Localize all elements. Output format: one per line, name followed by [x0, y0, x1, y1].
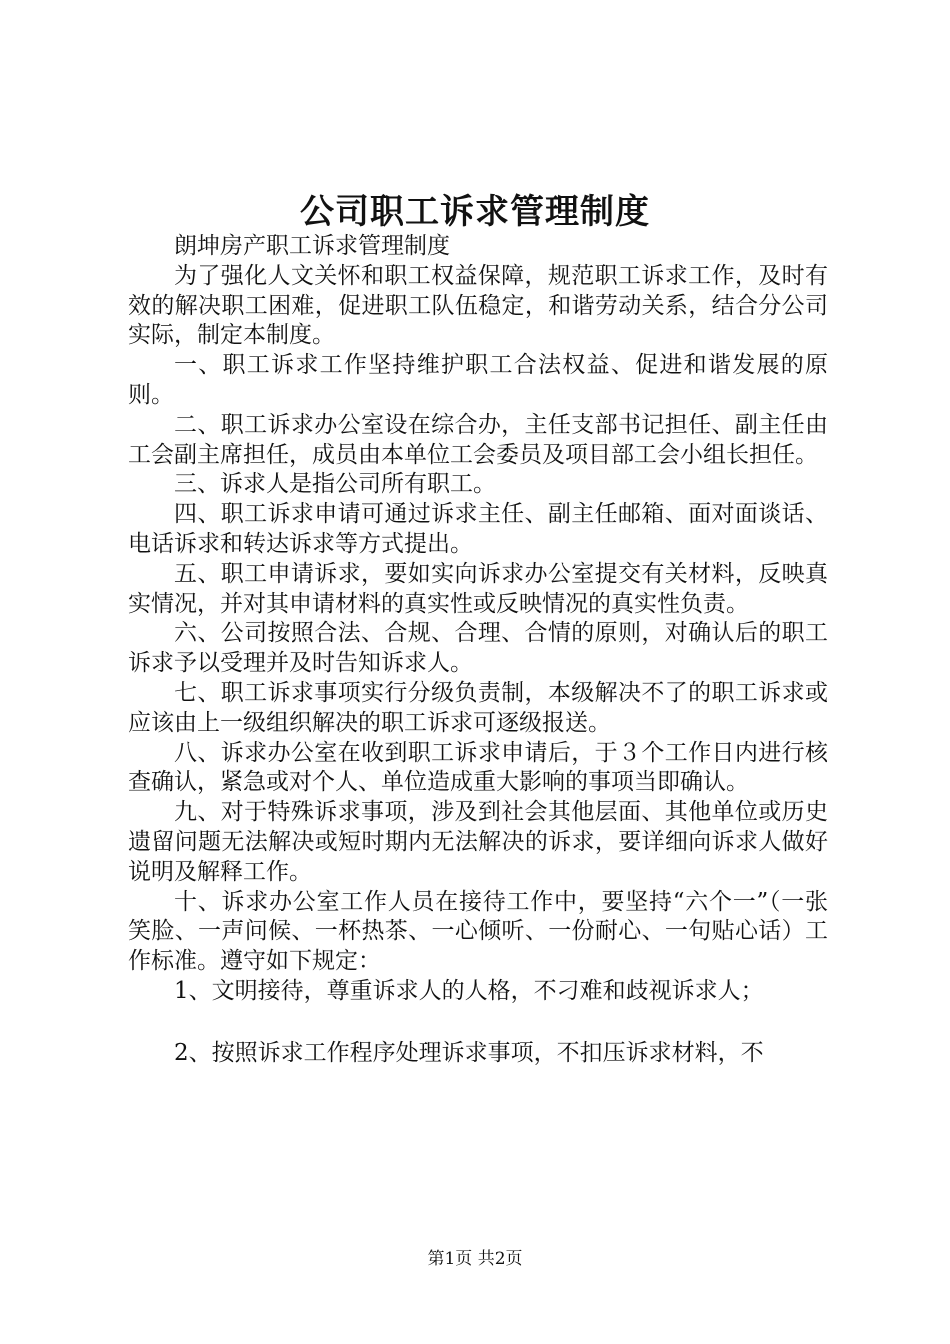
paragraph: 三、诉求人是指公司所有职工。: [174, 471, 496, 498]
page-footer: 第1页 共2页: [427, 1249, 523, 1269]
document-title: 公司职工诉求管理制度: [300, 192, 650, 232]
paragraph: 为了强化人文关怀和职工权益保障，规范职工诉求工作，及时有效的解决职工困难，促进职工队伍稳定，和谐劳动关系，结合分公司实际，制定本制度。: [128, 262, 828, 349]
paragraph: 四、职工诉求申请可通过诉求主任、副主任邮箱、面对面谈话、电话诉求和转达诉求等方式提出。: [128, 501, 828, 557]
paragraph: 2、按照诉求工作程序处理诉求事项，不扣压诉求材料，不: [174, 1039, 764, 1066]
document-body: [128, 232, 828, 1069]
paragraph: 六、公司按照合法、合规、合理、合情的原则，对确认后的职工诉求予以受理并及时告知诉求人。: [128, 620, 828, 677]
paragraph: 1、文明接待，尊重诉求人的人格，不刁难和歧视诉求人；: [174, 977, 764, 1004]
paragraph: 二、职工诉求办公室设在综合办，主任支部书记担任、副主任由工会副主席担任，成员由本单位工会委员及项目部工会小组长担任。: [128, 411, 828, 468]
paragraph: 五、职工申请诉求，要如实向诉求办公室提交有关材料，反映真实情况，并对其申请材料的真实性或反映情况的真实性负责。: [128, 560, 828, 617]
paragraph: 七、职工诉求事项实行分级负责制，本级解决不了的职工诉求或应该由上一级组织解决的职工诉求可逐级报送。: [128, 679, 828, 736]
paragraph: 一、职工诉求工作坚持维护职工合法权益、促进和谐发展的原则。: [128, 352, 828, 408]
paragraph: 九、对于特殊诉求事项，涉及到社会其他层面、其他单位或历史遗留问题无法解决或短时期内无法解决的诉求，要详细向诉求人做好说明及解释工作。: [128, 799, 828, 885]
paragraph: 朗坤房产职工诉求管理制度: [174, 233, 450, 259]
paragraph: 八、诉求办公室在收到职工诉求申请后，于３个工作日内进行核查确认，紧急或对个人、单位造成重大影响的事项当即确认。: [128, 739, 828, 796]
paragraph: 十、诉求办公室工作人员在接待工作中，要坚持“六个一”（一张笑脸、一声问候、一杯热茶、一心倾听、一份耐心、一句贴心话）工作标准。遵守如下规定：: [128, 888, 828, 975]
